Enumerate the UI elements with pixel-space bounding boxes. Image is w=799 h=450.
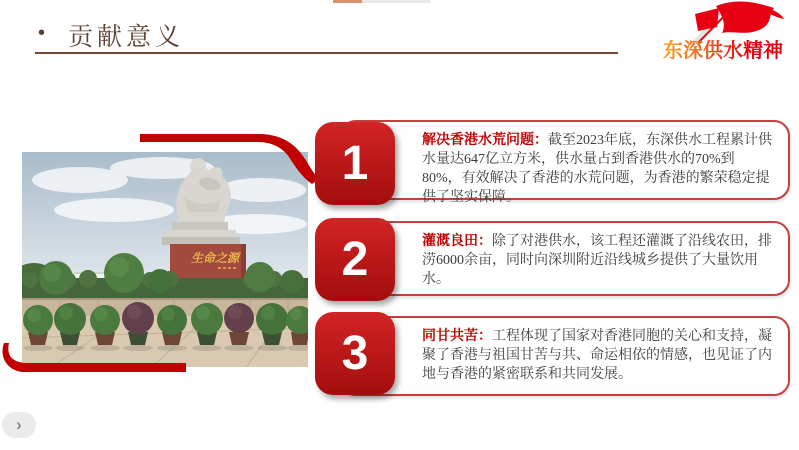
point-title: 同甘共苦： xyxy=(422,327,492,343)
chevron-right-icon: › xyxy=(16,415,22,434)
number-badge-1: 1 xyxy=(315,122,395,205)
potted-plants xyxy=(23,302,308,351)
title-divider xyxy=(35,52,618,54)
point-title: 解决香港水荒问题： xyxy=(422,131,548,147)
number-badge-3: 3 xyxy=(315,312,395,395)
page-title: 贡献意义 xyxy=(68,24,185,51)
statue-photo xyxy=(22,152,308,367)
progress-fill xyxy=(333,0,362,3)
point-body: 工程体现了国家对香港同胞的关心和支持，凝聚了香港与祖国甘苦与共、命运相依的情感，也见证了内地与香港的紧密联系和共同发展。 xyxy=(422,329,772,382)
point-card-3 xyxy=(340,316,790,396)
point-body: 截至2023年底，东深供水工程累计供水量达647亿立方米，供水量占到香港供水的70%到80%，有效解决了香港的水荒问题，为香港的繁荣稳定提供了坚实保障。 xyxy=(422,133,772,205)
point-body: 除了对港供水，该工程还灌溉了沿线农田，排涝6000余亩，同时向深圳附近沿线城乡提供了大量饮用水。 xyxy=(422,234,772,287)
progress-track[interactable] xyxy=(333,0,430,3)
brand-logo-text: 东深供水精神 xyxy=(650,34,796,63)
point-title: 灌溉良田： xyxy=(422,232,492,248)
pedestal-inscription: 生命之源 xyxy=(190,251,240,265)
point-card-1 xyxy=(340,120,790,205)
title-bullet: • xyxy=(38,22,46,44)
number-badge-2: 2 xyxy=(315,218,395,301)
next-page-button[interactable] xyxy=(2,412,36,438)
point-card-2 xyxy=(340,221,790,296)
brand-logo xyxy=(650,1,796,62)
